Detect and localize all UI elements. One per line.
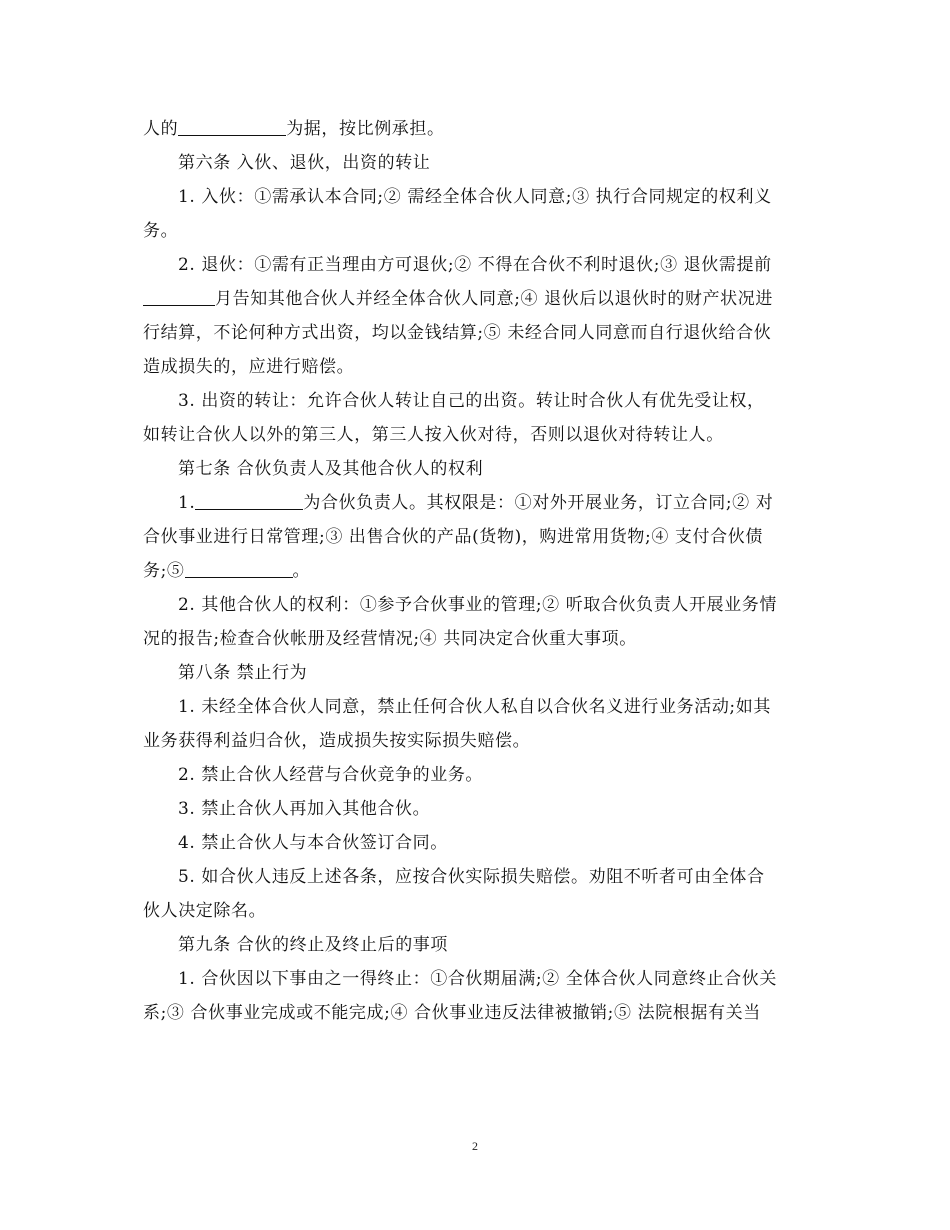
text-line: 1. 入伙：①需承认本合同;② 需经全体合伙人同意;③ 执行合同规定的权利义 <box>178 187 772 207</box>
text-line: 系;③ 合伙事业完成或不能完成;④ 合伙事业违反法律被撤销;⑤ 法院根据有关当 <box>143 1003 761 1023</box>
text-line: 2. 禁止合伙人经营与合伙竞争的业务。 <box>178 765 484 785</box>
text-line: 况的报告;检查合伙帐册及经营情况;④ 共同决定合伙重大事项。 <box>143 629 637 649</box>
text-line <box>143 112 803 146</box>
text-line: 1. 未经全体合伙人同意，禁止任何合伙人私自以合伙名义进行业务活动;如其 <box>178 697 771 717</box>
text-line: 行结算，不论何种方式出资，均以金钱结算;⑤ 未经合同人同意而自行退伙给合伙 <box>143 323 772 343</box>
text-line: 造成损失的，应进行赔偿。 <box>143 357 355 377</box>
text-segment: 人的 <box>143 119 179 139</box>
article-heading: 第七条 合伙负责人及其他合伙人的权利 <box>178 459 484 479</box>
text-line: 如转让合伙人以外的第三人，第三人按入伙对待，否则以退伙对待转让人。 <box>143 425 724 445</box>
text-line: 5. 如合伙人违反上述各条，应按合伙实际损失赔偿。劝阻不听者可由全体合 <box>178 867 765 887</box>
fill-in-blank <box>195 491 303 510</box>
text-line <box>143 486 803 520</box>
text-segment: 月告知其他合伙人并经全体合伙人同意;④ 退伙后以退伙时的财产状况进 <box>215 289 773 309</box>
article-heading: 第八条 禁止行为 <box>178 663 308 683</box>
text-line: 合伙事业进行日常管理;③ 出售合伙的产品(货物)，购进常用货物;④ 支付合伙债 <box>143 527 763 547</box>
fill-in-blank <box>178 117 286 136</box>
text-segment: 。 <box>292 561 311 581</box>
text-segment: 为合伙负责人。其权限是：①对外开展业务，订立合同;② 对 <box>303 493 774 513</box>
text-line: 伙人决定除名。 <box>143 901 267 921</box>
document-body <box>143 112 803 1030</box>
text-line <box>143 554 803 588</box>
fill-in-blank <box>185 559 293 578</box>
page-number: 2 <box>472 1139 478 1153</box>
text-segment: 1. <box>178 493 196 513</box>
fill-in-blank <box>143 287 215 306</box>
text-segment: 务;⑤ <box>143 561 185 581</box>
article-heading: 第六条 入伙、退伙，出资的转让 <box>178 153 431 173</box>
text-line <box>143 282 803 316</box>
text-line: 业务获得利益归合伙，造成损失按实际损失赔偿。 <box>143 731 531 751</box>
text-line: 2. 退伙：①需有正当理由方可退伙;② 不得在合伙不利时退伙;③ 退伙需提前 <box>178 255 772 275</box>
text-line: 2. 其他合伙人的权利：①参予合伙事业的管理;② 听取合伙负责人开展业务情 <box>178 595 777 615</box>
text-line: 务。 <box>143 221 179 241</box>
text-line: 1. 合伙因以下事由之一得终止：①合伙期届满;② 全体合伙人同意终止合伙关 <box>178 969 777 989</box>
text-segment: 为据，按比例承担。 <box>286 119 445 139</box>
text-line: 3. 出资的转让：允许合伙人转让自己的出资。转让时合伙人有优先受让权， <box>178 391 765 411</box>
text-line: 4. 禁止合伙人与本合伙签订合同。 <box>178 833 448 853</box>
article-heading: 第九条 合伙的终止及终止后的事项 <box>178 935 449 955</box>
text-line: 3. 禁止合伙人再加入其他合伙。 <box>178 799 431 819</box>
